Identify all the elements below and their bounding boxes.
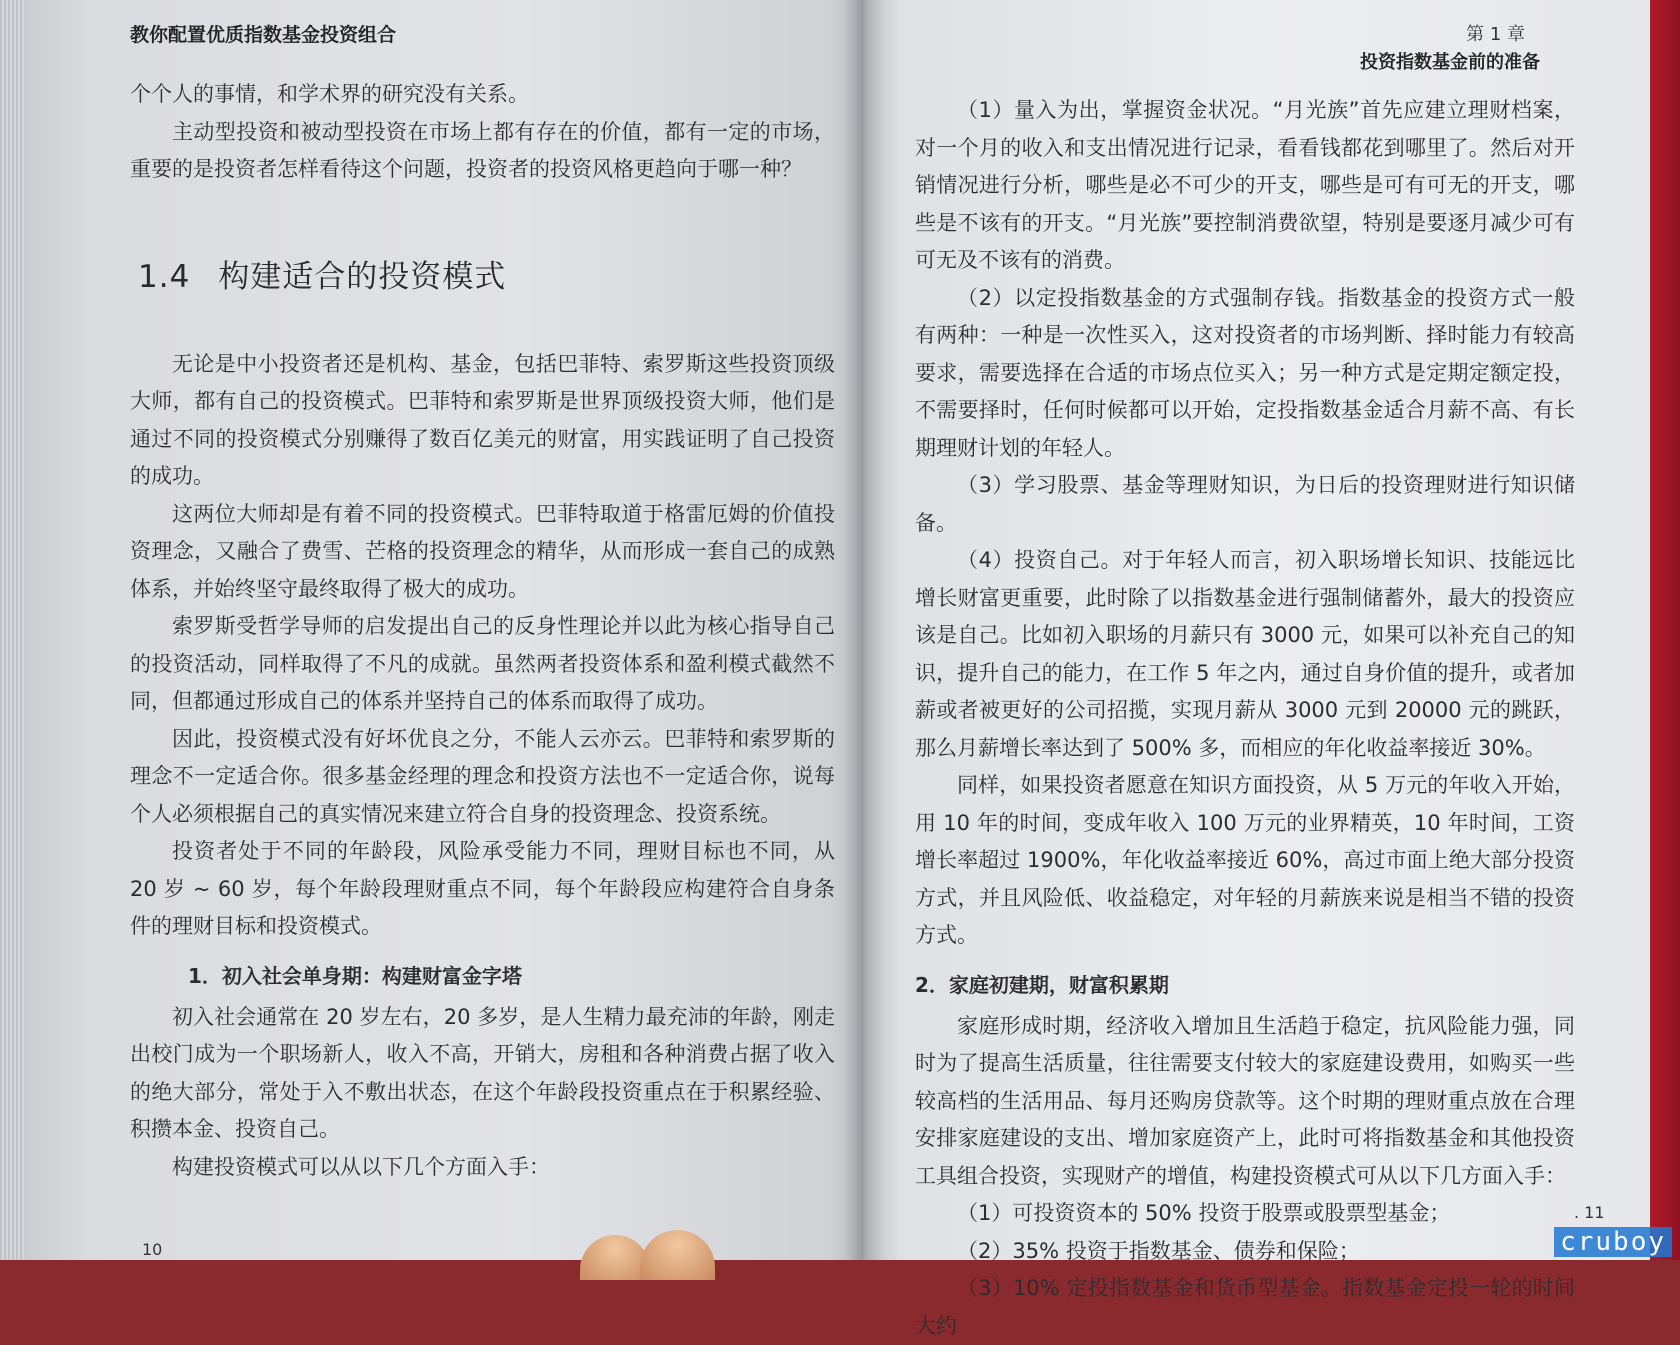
book-gutter bbox=[845, 0, 885, 1260]
watermark: cruboy bbox=[1554, 1227, 1672, 1257]
right-text-column bbox=[915, 92, 1575, 1345]
paragraph: 个个人的事情，和学术界的研究没有关系。 bbox=[130, 82, 529, 106]
paragraph: 索罗斯受哲学导师的启发提出自己的反身性理论并以此为核心指导自己的投资活动，同样取得了不凡的成就。虽然两者投资体系和盈利模式截然不同，但都通过形成自己的体系并坚持自己的体系而取得了成功。 bbox=[130, 614, 835, 713]
section-number: 1.4 bbox=[138, 258, 191, 295]
list-item: （3）10% 定投指数基金和货币型基金。指数基金定投一轮的时间大约 bbox=[915, 1276, 1575, 1338]
fingertips bbox=[570, 1220, 730, 1280]
subsection-heading: 2．家庭初建期，财富积累期 bbox=[915, 972, 1169, 997]
list-item: （1）量入为出，掌握资金状况。“月光族”首先应建立理财档案，对一个月的收入和支出情况进行记录，看看钱都花到哪里了。然后对开销情况进行分析，哪些是必不可少的开支，哪些是可有可无的开支，哪些是不该有的开支。“月光族”要控制消费欲望，特别是要逐月减少可有可无及不该有的消费。 bbox=[915, 98, 1575, 272]
paragraph: 无论是中小投资者还是机构、基金，包括巴菲特、索罗斯这些投资顶级大师，都有自己的投资模式。巴菲特和索罗斯是世界顶级投资大师，他们是通过不同的投资模式分别赚得了数百亿美元的财富，用实践证明了自己投资的成功。 bbox=[130, 351, 835, 488]
left-text-column bbox=[130, 76, 835, 1186]
list-item: （1）可投资资本的 50% 投资于股票或股票型基金； bbox=[957, 1201, 1451, 1225]
paragraph: 初入社会通常在 20 岁左右，20 多岁，是人生精力最充沛的年龄，刚走出校门成为一个职场新人，收入不高，开销大，房租和各种消费占据了收入的绝大部分，常处于入不敷出状态，在这个年龄段投资重点在于积累经验、积攒本金、投资自己。 bbox=[130, 1004, 835, 1141]
list-item: （2）以定投指数基金的方式强制存钱。指数基金的投资方式一般有两种：一种是一次性买入，这对投资者的市场判断、择时能力有较高要求，需要选择在合适的市场点位买入；另一种方式是定期定额定投，不需要择时，任何时候都可以开始，定投指数基金适合月薪不高、有长期理财计划的年轻人。 bbox=[915, 285, 1575, 460]
paragraph: 同样，如果投资者愿意在知识方面投资，从 5 万元的年收入开始，用 10 年的时间，变成年收入 100 万元的业界精英，10 年时间，工资增长率超过 1900%，年化收益率接近 60%，高过市面上绝大部分投资方式，并且风险低、收益稳定，对年轻的月薪族来说是相当不错的投资方式。 bbox=[915, 773, 1575, 947]
list-item: （3）学习股票、基金等理财知识，为日后的投资理财进行知识储备。 bbox=[915, 473, 1575, 535]
page-edges bbox=[0, 0, 24, 1260]
subsection-heading: 1．初入社会单身期：构建财富金字塔 bbox=[188, 963, 522, 988]
paragraph: 这两位大师却是有着不同的投资模式。巴菲特取道于格雷厄姆的价值投资理念，又融合了费雪、芒格的投资理念的精华，从而形成一套自己的成熟体系，并始终坚守最终取得了极大的成功。 bbox=[130, 501, 835, 601]
paragraph: 主动型投资和被动型投资在市场上都有存在的价值，都有一定的市场，重要的是投资者怎样看待这个问题，投资者的投资风格更趋向于哪一种？ bbox=[130, 119, 835, 181]
paragraph: 家庭形成时期，经济收入增加且生活趋于稳定，抗风险能力强，同时为了提高生活质量，往往需要支付较大的家庭建设费用，如购买一些较高档的生活用品、每月还购房贷款等。这个时期的理财重点放在合理安排家庭建设的支出、增加家庭资产上，此时可将指数基金和其他投资工具组合投资，实现财产的增值，构建投资模式可从以下几方面入手： bbox=[915, 1013, 1575, 1188]
right-running-title: 投资指数基金前的准备 bbox=[1360, 52, 1540, 73]
section-heading bbox=[138, 251, 835, 296]
paragraph: 构建投资模式可以从以下几个方面入手： bbox=[172, 1154, 550, 1179]
list-item: （4）投资自己。对于年轻人而言，初入职场增长知识、技能远比增长财富更重要，此时除了以指数基金进行强制储蓄外，最大的投资应该是自己。比如初入职场的月薪只有 3000 元，如果可以补充自己的知识，提升自己的能力，在工作 5 年之内，通过自身价值的提升，或者加薪或者被更好的公司招揽，实现月薪从 3000 元到 20000 元的跳跃，那么月薪增长率达到了 500% 多，而相应的年化收益率接近 30%。 bbox=[915, 548, 1575, 760]
right-page-number: . 11 bbox=[1574, 1203, 1605, 1222]
paragraph: 投资者处于不同的年龄段，风险承受能力不同，理财目标也不同，从 20 岁 ~ 60 岁，每个年龄段理财重点不同，每个年龄段应构建符合自身条件的理财目标和投资模式。 bbox=[130, 839, 835, 938]
right-running-chapter: 第 1 章 bbox=[1466, 24, 1525, 45]
left-page-number: 10 bbox=[142, 1240, 163, 1259]
list-item: （2）35% 投资于指数基金、债券和保险； bbox=[957, 1238, 1360, 1263]
section-title: 构建适合的投资模式 bbox=[218, 258, 507, 295]
paragraph: 因此，投资模式没有好坏优良之分，不能人云亦云。巴菲特和索罗斯的理念不一定适合你。很多基金经理的理念和投资方法也不一定适合你，说每个人必须根据自己的真实情况来建立符合自身的投资理念、投资系统。 bbox=[130, 726, 835, 826]
left-running-head: 教你配置优质指数基金投资组合 bbox=[130, 24, 397, 46]
